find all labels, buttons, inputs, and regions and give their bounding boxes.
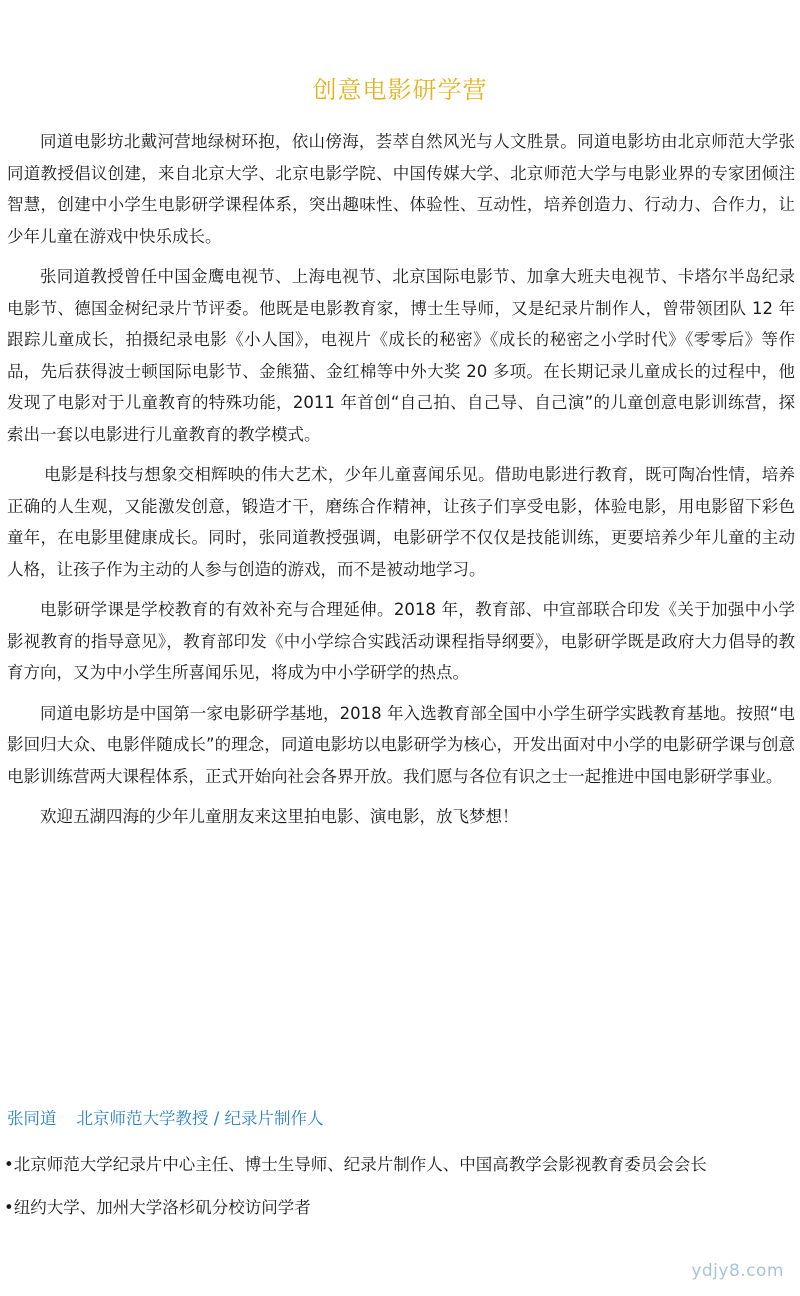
page-title: 创意电影研学营 — [312, 76, 488, 104]
paragraph-professor-background: 张同道教授曾任中国金鹰电视节、上海电视节、北京国际电影节、加拿大班夫电视节、卡塔尔半岛纪录电影节、德国金树纪录片节评委。他既是电影教育家，博士生导师，又是纪录片制作人，曾带领团队 12 年跟踪儿童成长，拍摄纪录电影《小人国》，电视片《成长的秘密》《成长的秘密之小学时代》《零零后》等作品，先后获得波士顿国际电影节、金熊猫、金红棉等中外大奖 20 多项。在长期记录儿童成长的过程中，他发现了电影对于儿童教育的特殊功能，2011 年首创“自己拍、自己导、自己演”的儿童创意电影训练营，探索出一套以电影进行儿童教育的教学模式。 — [7, 267, 795, 444]
author-bullet-1: •北京师范大学纪录片中心主任、博士生导师、纪录片制作人、中国高教学会影视教育委员会会长 — [4, 1155, 707, 1174]
paragraph-welcome: 欢迎五湖四海的少年儿童朋友来这里拍电影、演电影，放飞梦想！ — [40, 807, 519, 826]
paragraph-intro: 同道电影坊北戴河营地绿树环抱，依山傍海，荟萃自然风光与人文胜景。同道电影坊由北京师范大学张同道教授倡议创建，来自北京大学、北京电影学院、中国传媒大学、北京师范大学与电影业界的专家团倾注智慧，创建中小学生电影研学课程体系，突出趣味性、体验性、互动性，培养创造力、行动力、合作力，让少年儿童在游戏中快乐成长。 — [7, 132, 795, 246]
author-name: 张同道 — [7, 1109, 57, 1128]
site-watermark: ydjy8.com — [691, 1261, 784, 1281]
author-line — [7, 1104, 324, 1134]
paragraph-policy: 电影研学课是学校教育的有效补充与合理延伸。2018 年，教育部、中宣部联合印发《关于加强中小学影视教育的指导意见》，教育部印发《中小学综合实践活动课程指导纲要》，电影研学既是政府大力倡导的教育方向，又为中小学生所喜闻乐见，将成为中小学研学的热点。 — [7, 600, 795, 682]
author-title: 北京师范大学教授 / 纪录片制作人 — [76, 1109, 324, 1128]
author-bullet-2: •纽约大学、加州大学洛杉矶分校访问学者 — [4, 1198, 311, 1217]
paragraph-film-education: 电影是科技与想象交相辉映的伟大艺术，少年儿童喜闻乐见。借助电影进行教育，既可陶冶性情，培养正确的人生观，又能激发创意，锻造才干，磨练合作精神，让孩子们享受电影，体验电影，用电影留下彩色童年，在电影里健康成长。同时，张同道教授强调，电影研学不仅仅是技能训练，更要培养少年儿童的主动人格，让孩子作为主动的人参与创造的游戏，而不是被动地学习。 — [7, 465, 795, 579]
article-body — [7, 126, 795, 842]
paragraph-base: 同道电影坊是中国第一家电影研学基地，2018 年入选教育部全国中小学生研学实践教育基地。按照“电影回归大众、电影伴随成长”的理念，同道电影坊以电影研学为核心，开发出面对中小学的电影研学课与创意电影训练营两大课程体系，正式开始向社会各界开放。我们愿与各位有识之士一起推进中国电影研学事业。 — [7, 703, 795, 786]
